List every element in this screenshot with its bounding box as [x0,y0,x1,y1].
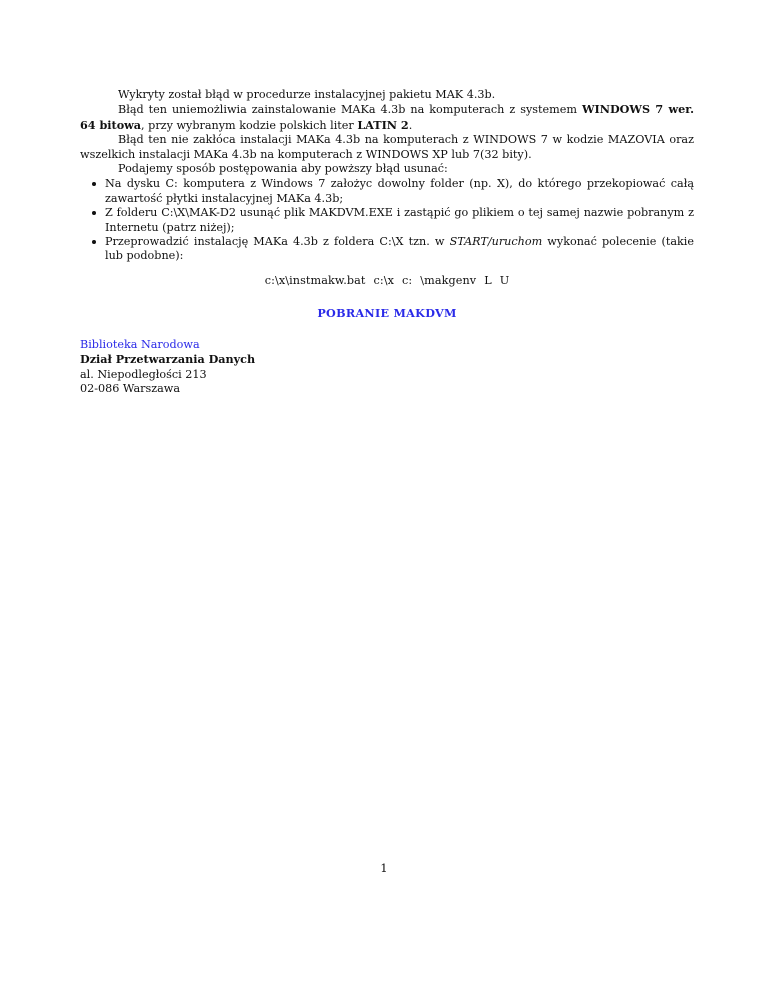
para2-text-2: , przy wybranym kodzie polskich liter [141,118,358,132]
steps-list [80,177,694,263]
command-part: c:\x [373,273,395,287]
command-part: c: [402,273,413,287]
step-text: Na dysku C: komputera z Windows 7 założyc dowolny folder (np. X), do którego przekopiować całą zawartość płytki instalacyjnej MAKa 4.3b; [105,177,694,205]
step-text: Z folderu C:\X\MAK-D2 usunąć plik MAKDVM.EXE i zastąpić go plikiem o tej samej nazwie pobranym z Internetu (patrz niżej); [105,206,694,234]
latin2-bold: LATIN 2 [357,117,409,132]
step3-text: Przeprowadzić instalację MAKa 4.3b z foldera C:\X tzn. w [105,235,450,249]
bullet-icon [92,211,96,215]
bullet-icon [92,240,96,244]
command-part: U [499,273,510,287]
para2-text: Błąd ten uniemożliwia zainstalowanie MAKa 4.3b na komputerach z systemem [118,103,582,117]
windows7-paragraph [80,102,694,133]
street-address: al. Niepodległości 213 [80,367,207,381]
list-item [80,235,694,264]
procedure-intro: Podajemy sposób postępowania aby powższy błąd usunać: [118,162,448,176]
command-part: c:\x\instmakw.bat [264,273,366,287]
windows-version-bold: WINDOWS 7 wer. 64 bitowa [80,102,694,132]
document-body [80,88,694,396]
city-address: 02-086 Warszawa [80,381,181,395]
install-command [80,274,694,288]
command-part: L [484,273,492,287]
list-item [80,177,694,206]
bullet-icon [92,182,96,186]
library-link[interactable]: Biblioteka Narodowa [80,337,200,351]
step3-text-2: wykonać polecenie (takie lub podobne): [105,235,694,263]
start-run-italic: START/uruchom [449,235,543,249]
list-item [80,206,694,235]
page-number: 1 [380,861,388,875]
mazovia-paragraph: Błąd ten nie zakłóca instalacji MAKa 4.3b na komputerach z WINDOWS 7 w kodzie MAZOVIA oraz wszelkich instalacji MAKa 4.3b na komputerach z WINDOWS XP lub 7(32 bity). [80,133,694,161]
download-paragraph [80,306,694,320]
command-part: \makgenv [420,273,477,287]
para2-period: . [408,118,413,132]
department-name: Dział Przetwarzania Danych [80,352,256,367]
download-makdvm-link[interactable]: POBRANIE MAKDVM [317,306,457,321]
address-block [80,338,694,397]
intro-paragraph: Wykryty został błąd w procedurze instalacyjnej pakietu MAK 4.3b. [118,88,496,101]
